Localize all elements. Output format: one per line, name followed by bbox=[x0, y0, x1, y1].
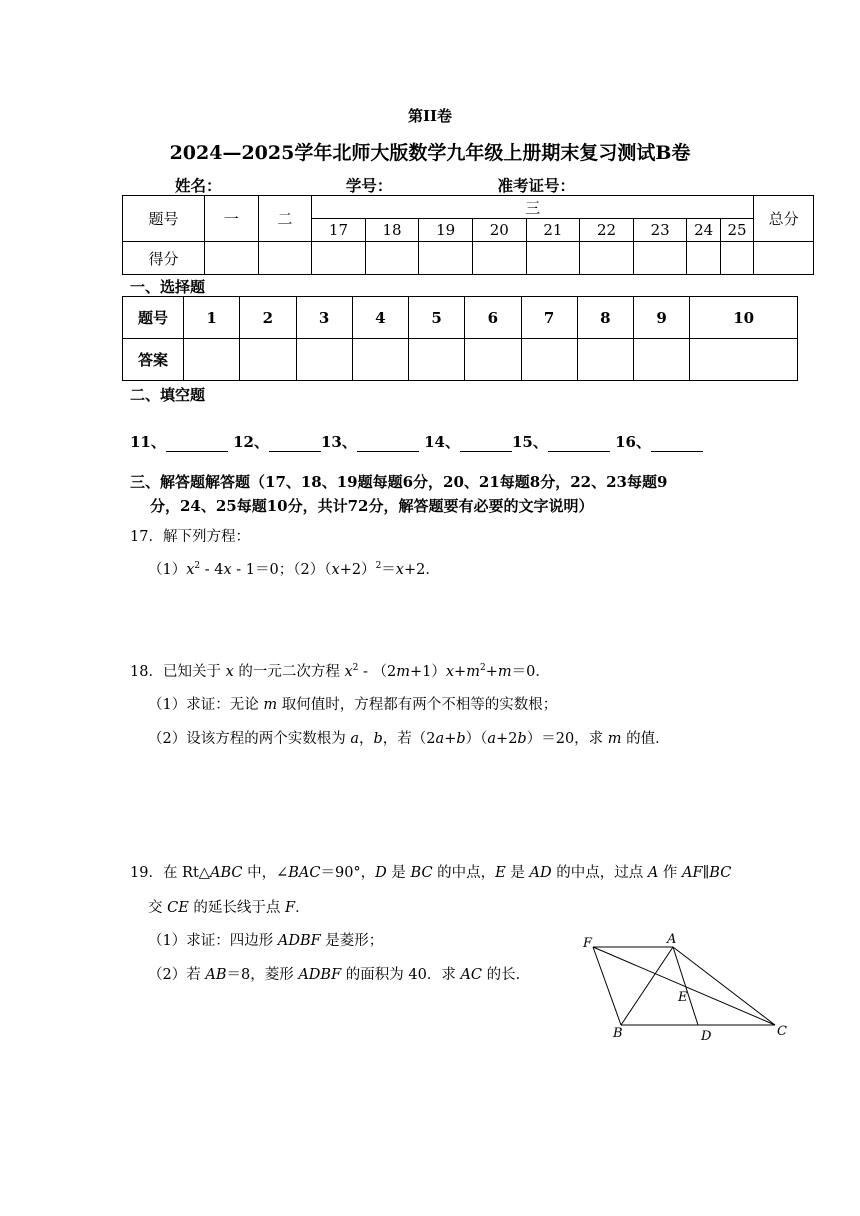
section-1-title: 一、选择题 bbox=[130, 278, 206, 296]
student-info bbox=[175, 174, 670, 196]
score-cell[interactable] bbox=[419, 242, 473, 275]
ans-cell[interactable] bbox=[184, 339, 240, 381]
ans-col: 9 bbox=[634, 297, 690, 339]
q19-part1: （1）求证：四边形 ADBF 是菱形； bbox=[148, 933, 384, 949]
ans-cell[interactable] bbox=[296, 339, 352, 381]
score-cell[interactable] bbox=[365, 242, 419, 275]
q17-stem: 17．解下列方程： bbox=[130, 529, 250, 545]
score-cell[interactable] bbox=[720, 242, 753, 275]
fill-blanks bbox=[130, 431, 703, 452]
blank-line[interactable] bbox=[166, 451, 228, 452]
ans-qlabel: 题号 bbox=[123, 297, 184, 339]
ans-col: 1 bbox=[184, 297, 240, 339]
score-col-two: 二 bbox=[258, 196, 312, 242]
blank-label: 12、 bbox=[233, 433, 269, 451]
score-col: 24 bbox=[687, 219, 720, 242]
ans-col: 3 bbox=[296, 297, 352, 339]
score-cell[interactable] bbox=[472, 242, 526, 275]
ans-col: 7 bbox=[521, 297, 577, 339]
score-cell[interactable] bbox=[754, 242, 814, 275]
q19-stem-cont: 交 CE 的延长线于点 F． bbox=[148, 900, 310, 916]
label-e: E bbox=[678, 990, 688, 1005]
score-col: 20 bbox=[472, 219, 526, 242]
label-b: B bbox=[613, 1026, 623, 1041]
ans-col: 8 bbox=[577, 297, 633, 339]
score-col-one: 一 bbox=[204, 196, 258, 242]
blank-line[interactable] bbox=[651, 451, 703, 452]
score-cell[interactable] bbox=[312, 242, 366, 275]
label-f: F bbox=[583, 936, 593, 951]
ans-col: 5 bbox=[409, 297, 465, 339]
score-col: 18 bbox=[365, 219, 419, 242]
score-cell[interactable] bbox=[258, 242, 312, 275]
score-col: 17 bbox=[312, 219, 366, 242]
ans-cell[interactable] bbox=[577, 339, 633, 381]
ans-cell[interactable] bbox=[352, 339, 408, 381]
blank-line[interactable] bbox=[269, 451, 321, 452]
id-label: 学号： bbox=[345, 176, 393, 195]
blank-label: 15、 bbox=[511, 433, 548, 451]
ans-cell[interactable] bbox=[690, 339, 798, 381]
score-cell[interactable] bbox=[633, 242, 687, 275]
score-cell[interactable] bbox=[687, 242, 720, 275]
blank-line[interactable] bbox=[357, 451, 419, 452]
score-col: 25 bbox=[720, 219, 753, 242]
ans-col: 4 bbox=[352, 297, 408, 339]
answer-table bbox=[122, 296, 798, 381]
q19-stem: 19．在 Rt△ABC 中，∠BAC＝90°，D 是 BC 的中点，E 是 AD 的中点，过点 A 作 AF∥BC bbox=[130, 865, 732, 881]
ans-alabel: 答案 bbox=[123, 339, 184, 381]
blank-line[interactable] bbox=[460, 451, 512, 452]
ans-cell[interactable] bbox=[465, 339, 521, 381]
score-col: 21 bbox=[526, 219, 580, 242]
page-title: 2024—2025学年北师大版数学九年级上册期末复习测试B卷 bbox=[169, 142, 691, 164]
score-cell[interactable] bbox=[580, 242, 634, 275]
ans-col: 2 bbox=[240, 297, 296, 339]
blank-label: 14、 bbox=[424, 433, 460, 451]
label-d: D bbox=[701, 1029, 712, 1044]
q19-part2: （2）若 AB＝8，菱形 ADBF 的面积为 40．求 AC 的长． bbox=[148, 967, 531, 983]
label-a: A bbox=[667, 932, 677, 947]
blank-label: 13、 bbox=[320, 433, 357, 451]
score-col: 22 bbox=[580, 219, 634, 242]
ans-cell[interactable] bbox=[409, 339, 465, 381]
q18-stem: 18．已知关于 x 的一元二次方程 $x^2 - (2m+1)x+m^2+m=0$． bbox=[130, 663, 550, 680]
score-cell[interactable] bbox=[526, 242, 580, 275]
score-col-three: 三 bbox=[312, 196, 754, 219]
blank-line[interactable] bbox=[548, 451, 610, 452]
section-3-title: 三、解答题解答题（17、18、19题每题6分，20、21每题8分，22、23每题9 bbox=[130, 473, 668, 491]
score-col: 23 bbox=[633, 219, 687, 242]
name-label: 姓名： bbox=[175, 176, 222, 195]
score-col: 19 bbox=[419, 219, 473, 242]
score-table bbox=[122, 195, 814, 275]
ans-col: 10 bbox=[690, 297, 798, 339]
blank-label: 16、 bbox=[615, 433, 651, 451]
score-col-total: 总分 bbox=[754, 196, 814, 242]
section-2-title: 二、填空题 bbox=[130, 386, 206, 404]
ans-col: 6 bbox=[465, 297, 521, 339]
blank-label: 11、 bbox=[130, 433, 166, 451]
q18-part1: （1）求证：无论 m 取何值时，方程都有两个不相等的实数根； bbox=[148, 697, 558, 713]
section-3-title-cont: 分，24、25每题10分，共计72分，解答题要有必要的文字说明） bbox=[150, 497, 594, 515]
ans-cell[interactable] bbox=[521, 339, 577, 381]
score-qlabel: 题号 bbox=[123, 196, 205, 242]
q18-part2: （2）设该方程的两个实数根为 a，b，若（2a+b）（a+2b）＝20，求 m 的值． bbox=[148, 731, 670, 747]
exam-label: 准考证号： bbox=[497, 176, 575, 195]
score-row-label: 得分 bbox=[123, 242, 205, 275]
ans-cell[interactable] bbox=[240, 339, 296, 381]
ans-cell[interactable] bbox=[634, 339, 690, 381]
score-cell[interactable] bbox=[204, 242, 258, 275]
rhombus-figure bbox=[575, 925, 800, 1050]
label-c: C bbox=[777, 1024, 787, 1039]
volume-label: 第II卷 bbox=[407, 107, 453, 125]
q17-parts: $(1)x^2 - 4x - 1=0$；$(2)(x+2)^2=x+2$． bbox=[148, 561, 440, 578]
